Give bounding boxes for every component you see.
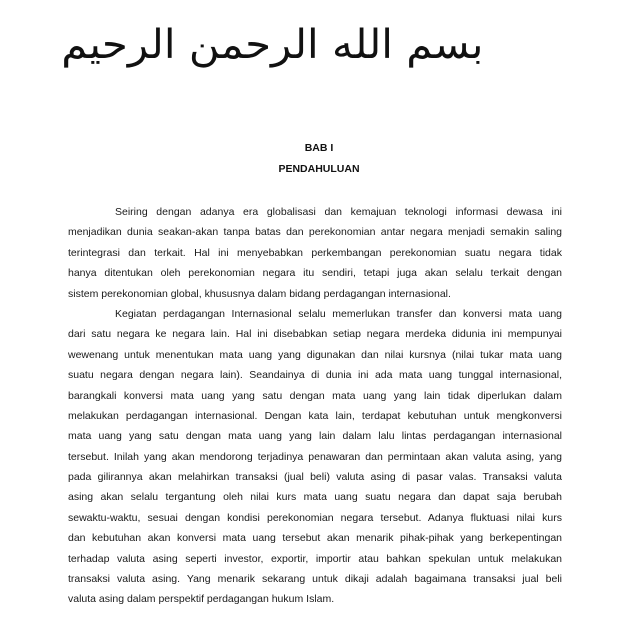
paragraph-2-line-7: mata uang yang satu dengan mata uang yang lain dalam lalu lintas perdagangan internasional <box>68 430 562 443</box>
paragraph-1-line-3: terintegrasi dan terkait. Hal ini menyebabkan perkembangan perekonomian suatu negara tidak <box>68 246 562 259</box>
chapter-title: PENDAHULUAN <box>278 163 360 175</box>
paragraph-2-line-12: dan kebutuhan akan konversi mata uang tersebut akan menarik pihak-pihak yang berkepentingan <box>68 532 562 545</box>
paragraph-2-line-5: barangkali konversi mata uang yang satu dengan mata uang yang lain tidak diperlukan dalam <box>68 389 562 402</box>
paragraph-1-line-1: Seiring dengan adanya era globalisasi dan kemajuan teknologi informasi dewasa ini <box>115 206 562 218</box>
paragraph-2-line-4: suatu negara dengan negara lain). Seandainya di dunia ini ada mata uang tunggal internasional, <box>68 369 562 382</box>
paragraph-1-line-5: sistem perekonomian global, khususnya dalam bidang perdagangan internasional. <box>68 287 451 300</box>
paragraph-2-line-14: transaksi valuta asing. Yang menarik sekarang untuk dikaji adalah bagaimana transaksi jual beli <box>68 573 562 586</box>
paragraph-2-line-6: melakukan perdagangan internasional. Dengan kata lain, terdapat kebutuhan untuk mengkonversi <box>68 409 562 422</box>
paragraph-2-line-9: pada gilirannya akan melahirkan transaksi (jual beli) valuta asing di pasar valas. Transaksi valuta <box>68 471 562 484</box>
paragraph-2-line-8: tersebut. Inilah yang akan mendorong terjadinya penawaran dan permintaan akan valuta asing, yang <box>68 450 562 463</box>
basmala-calligraphy: بسم الله الرحمن الرحيم <box>61 22 484 68</box>
paragraph-1-line-2: menjadikan dunia seakan-akan tanpa batas dan perekonomian antar negara menjadi semakin saling <box>68 226 562 239</box>
paragraph-2-line-11: sewaktu-waktu, sesuai dengan kondisi perekonomian negara tersebut. Adanya fluktuasi nilai kurs <box>68 511 562 524</box>
chapter-number: BAB I <box>304 142 334 154</box>
body-text <box>68 202 562 610</box>
paragraph-2-line-15: valuta asing dalam perspektif perdagangan hukum Islam. <box>68 593 335 606</box>
paragraph-2-line-1: Kegiatan perdagangan Internasional selalu memerlukan transfer dan konversi mata uang <box>115 307 562 320</box>
paragraph-1-line-4: hanya ditentukan oleh perekonomian negara itu sendiri, tetapi juga akan selalu terkait dengan <box>68 267 562 280</box>
paragraph-2-line-10: asing akan selalu tergantung oleh nilai kurs mata uang suatu negara dan dapat saja berubah <box>68 491 562 504</box>
paragraph-2-line-2: dari satu negara ke negara lain. Hal ini disebabkan setiap negara merdeka didunia ini mempunyai <box>68 328 562 341</box>
paragraph-2-line-3: wewenang untuk menentukan mata uang yang digunakan dan nilai kursnya (nilai tukar mata uang <box>68 348 562 361</box>
paragraph-2-line-13: terhadap valuta asing seperti investor, exportir, importir atau bahkan spekulan untuk melakukan <box>68 552 562 565</box>
